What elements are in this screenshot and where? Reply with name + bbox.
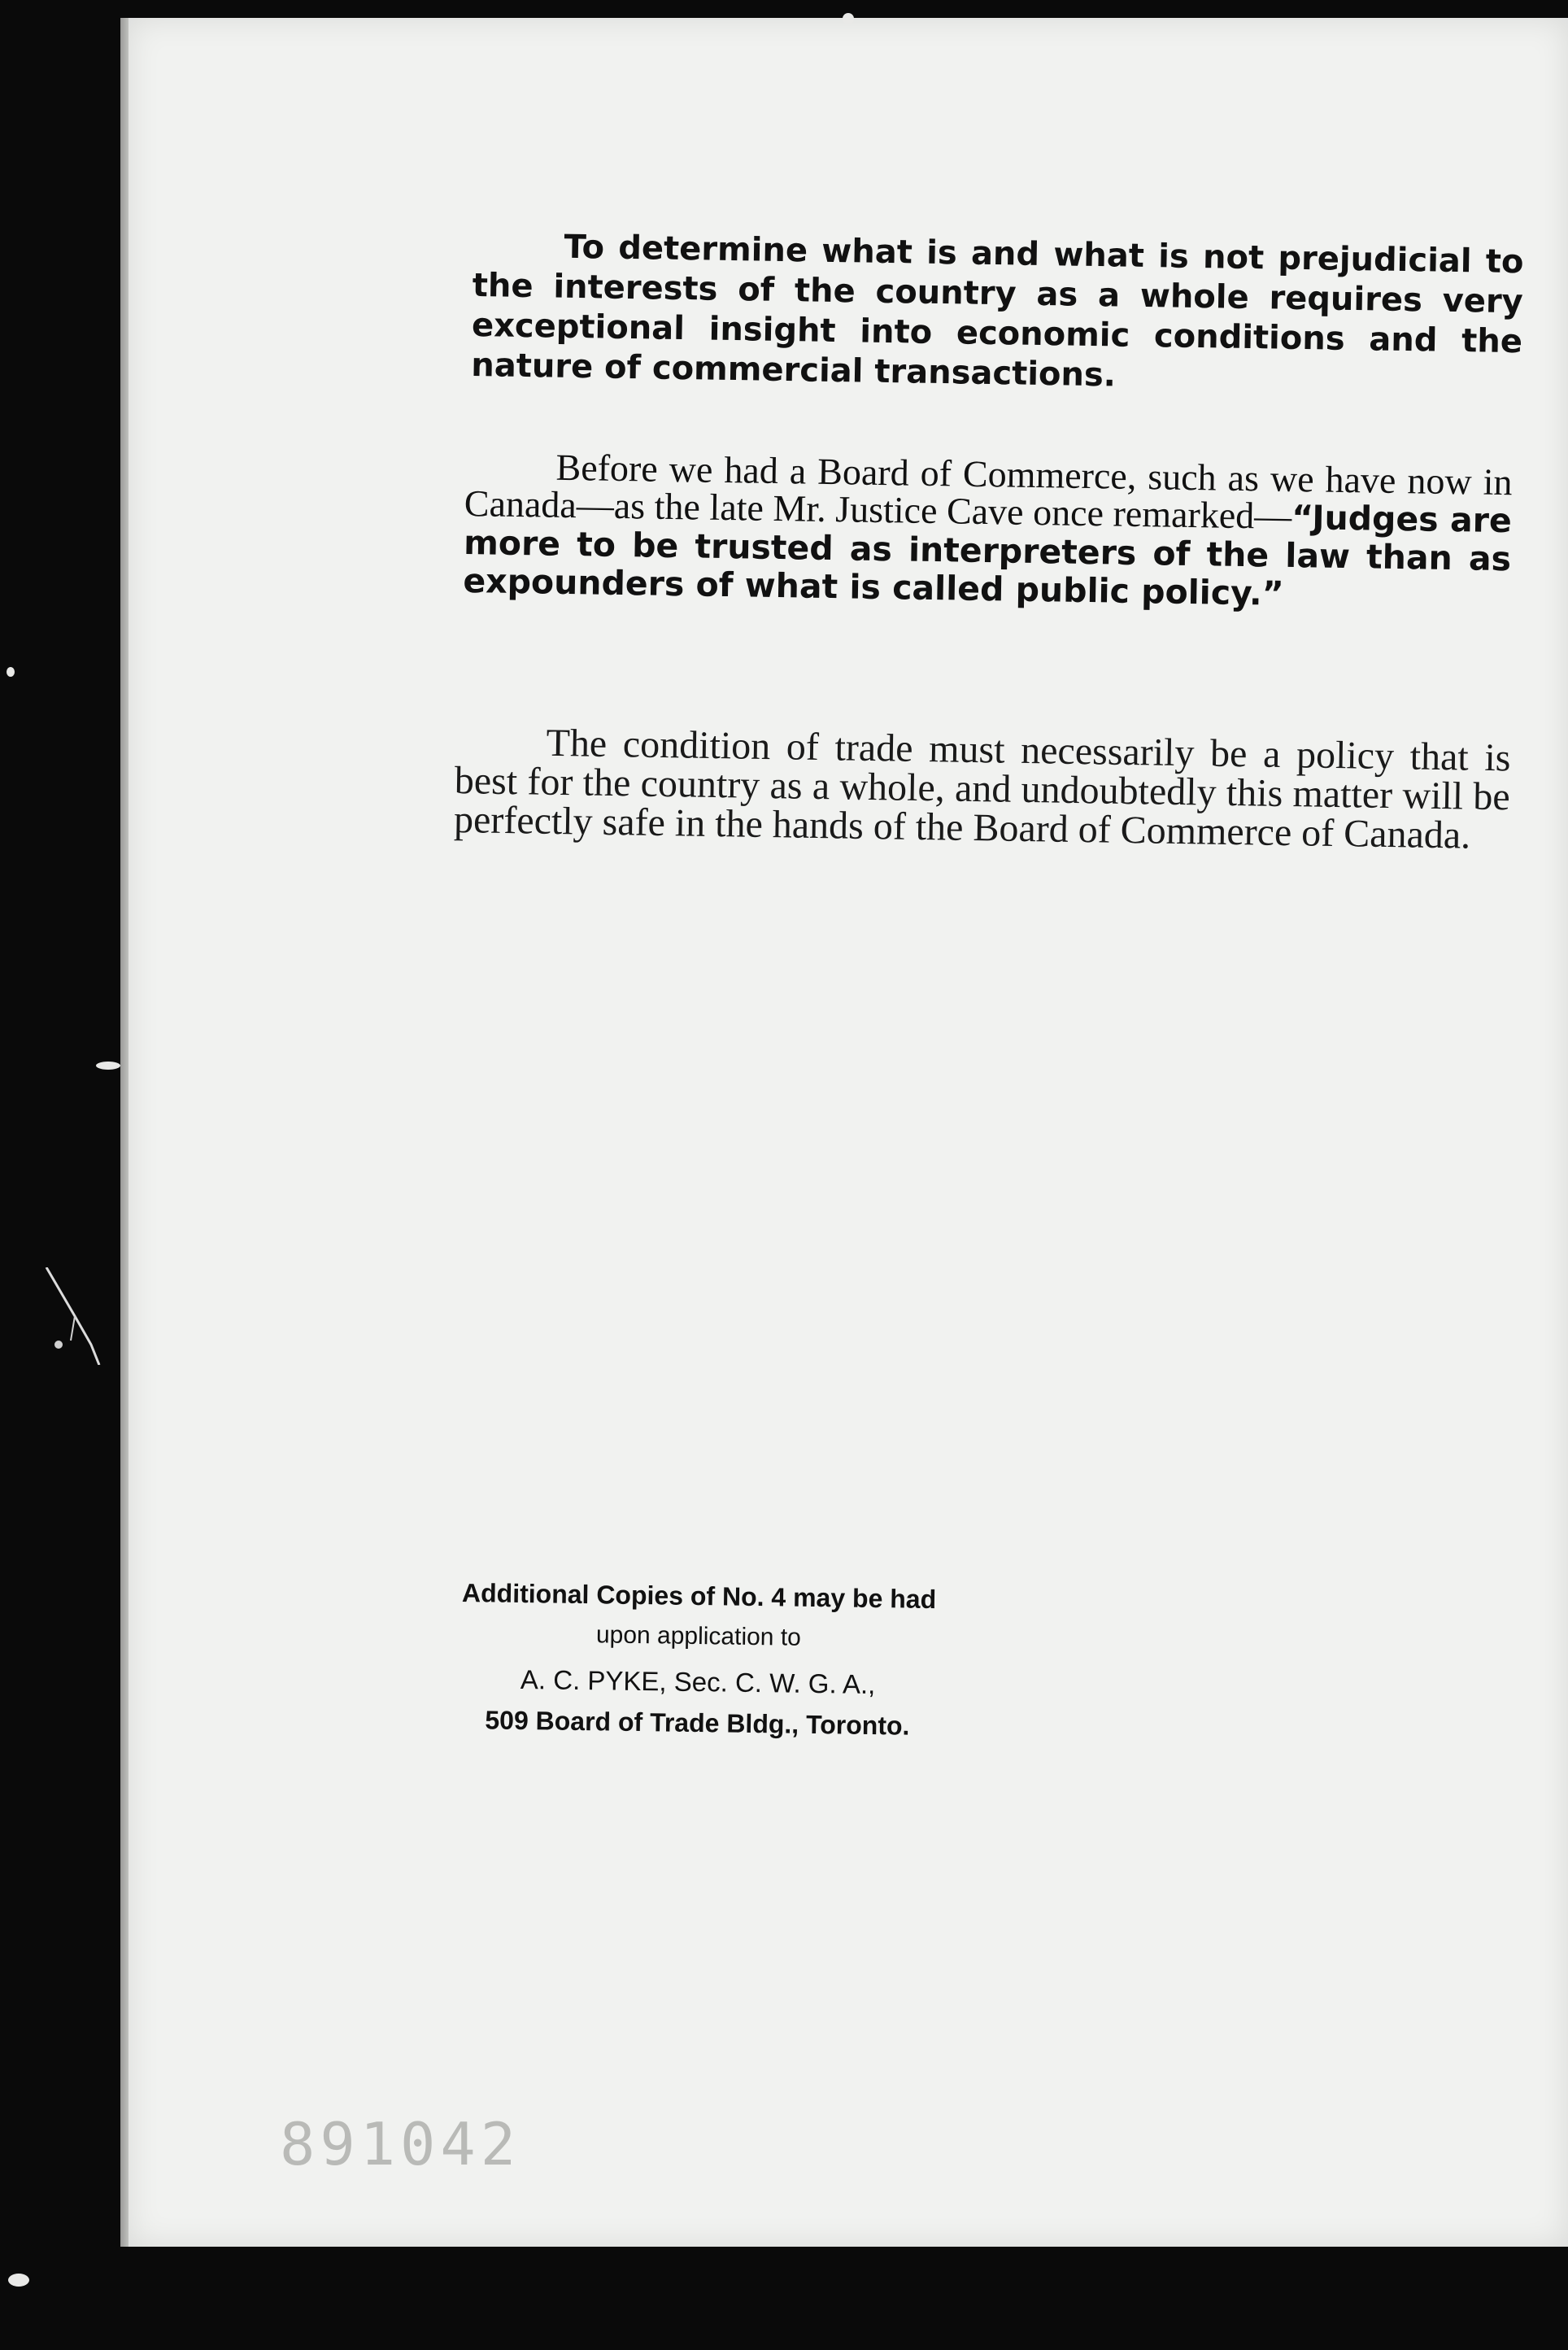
footer-line-1: Additional Copies of No. 4 may be had: [461, 1577, 937, 1615]
archive-stamp-number: 891042: [280, 2110, 521, 2178]
film-speck: [8, 2274, 29, 2287]
film-scratch-mark: [42, 1267, 107, 1365]
indent: [464, 478, 555, 480]
paragraph-1-text: To determine what is and what is not prejudicial to the interests of the country as a whole requires very exceptional insight into economic conditions and the nature of commercial transactions.: [470, 228, 1524, 395]
film-speck: [843, 13, 854, 24]
film-speck: [7, 667, 15, 677]
paragraph-condition-of-trade: [454, 722, 1511, 856]
paragraph-economic-insight: [471, 226, 1524, 402]
justice-cave-quote: “Judges are more to be trusted as interpreters of the law than as expounders of what is called public policy.”: [463, 497, 1513, 613]
footer-line-3: A. C. PYKE, Sec. C. W. G. A.,: [520, 1663, 876, 1700]
footer-line-2: upon application to: [595, 1621, 802, 1651]
footer-line-4: 509 Board of Trade Bldg., Toronto.: [485, 1705, 910, 1741]
paragraph-board-of-commerce: [463, 447, 1513, 616]
indent: [455, 754, 546, 756]
indent: [473, 256, 564, 258]
additional-copies-notice: [404, 1572, 992, 1747]
film-speck: [96, 1062, 120, 1070]
paragraph-2-text: Before we had a Board of Commerce, such as we have now in Canada—as the late Mr. Justice Cave once remarked—: [464, 446, 1513, 537]
paragraph-3-text: The condition of trade must necessarily be a policy that is best for the country as a whole, and undoubtedly this matter will be perfectly safe in the hands of the Board of Commerce of Canada.: [453, 721, 1511, 857]
